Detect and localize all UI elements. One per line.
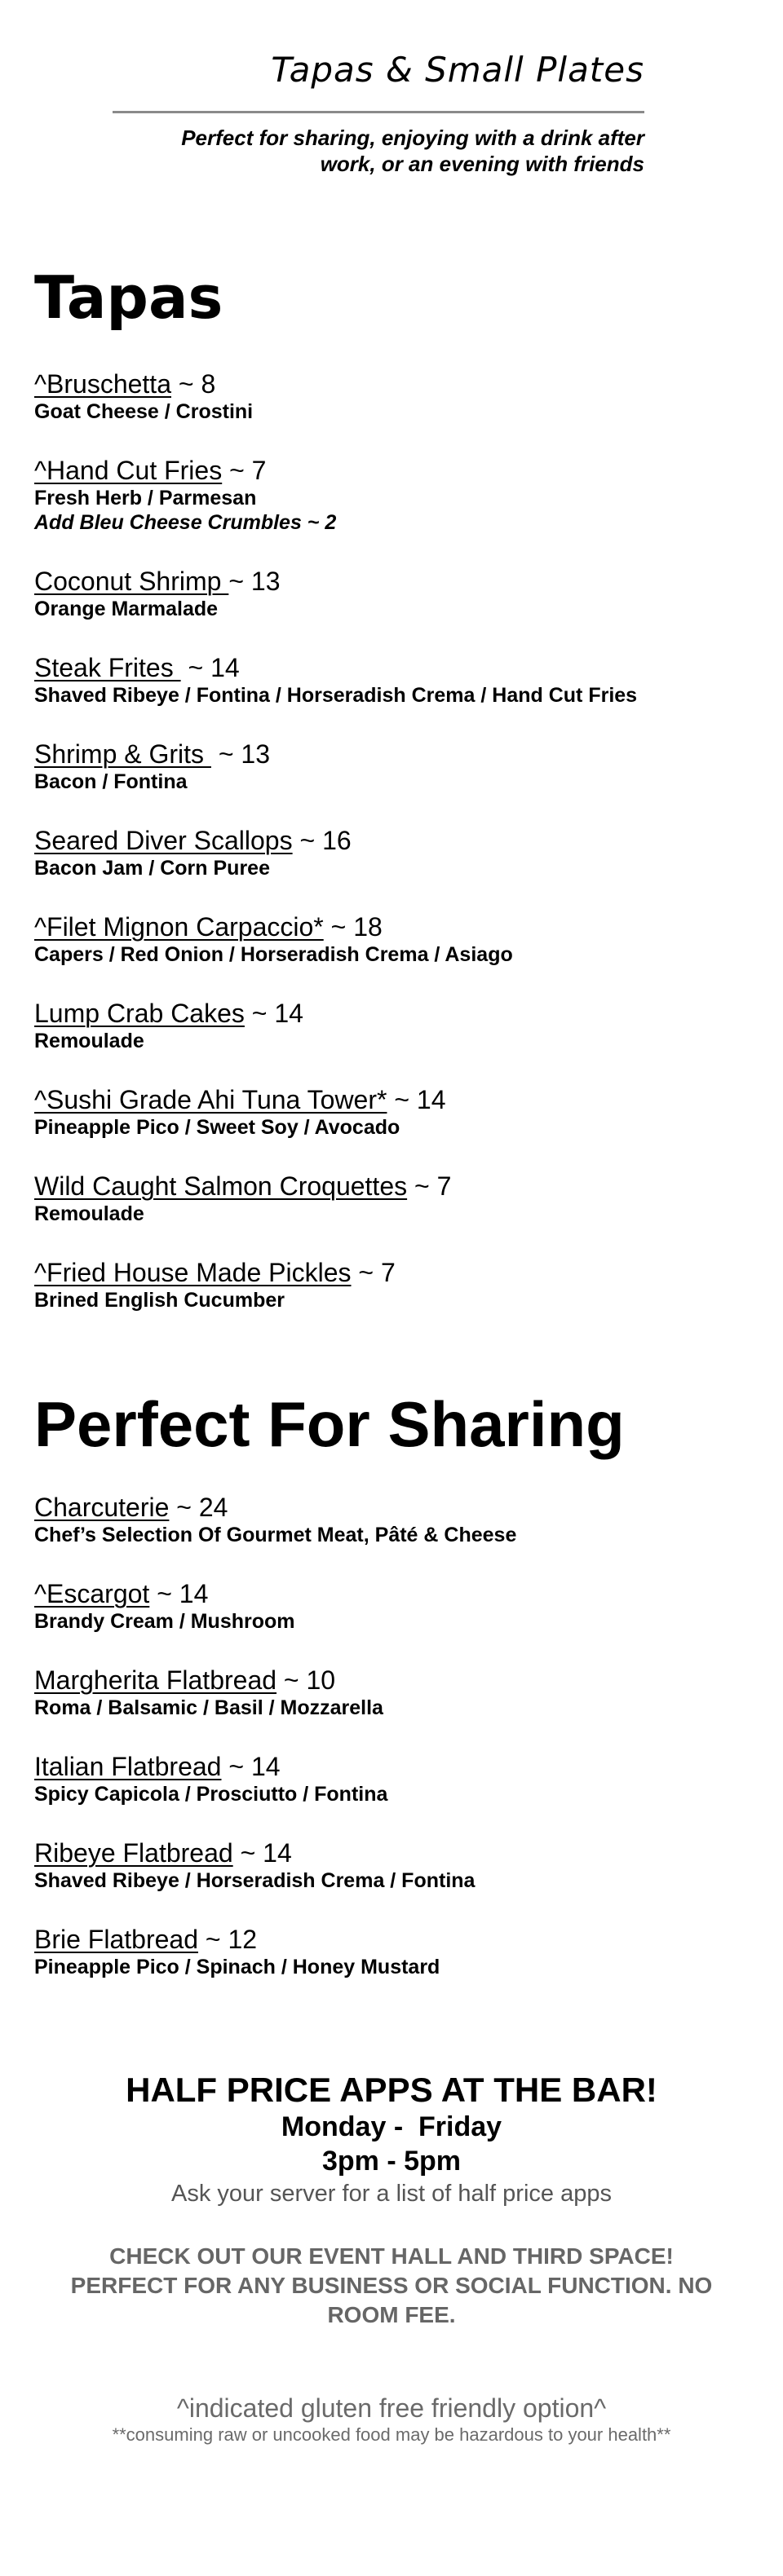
- item-name: Steak Frites: [34, 653, 181, 682]
- event-line-1: CHECK OUT OUR EVENT HALL AND THIRD SPACE!: [109, 2243, 674, 2269]
- item-name: Coconut Shrimp: [34, 567, 229, 596]
- item-name: ^Hand Cut Fries: [34, 456, 223, 485]
- item-description: Brined English Cucumber: [34, 1289, 285, 1312]
- item-name: ^Fried House Made Pickles: [34, 1258, 352, 1287]
- menu-item: [34, 368, 752, 455]
- item-description: Bacon Jam / Corn Puree: [34, 857, 270, 880]
- item-name: Lump Crab Cakes: [34, 999, 245, 1028]
- item-description: Pineapple Pico / Spinach / Honey Mustard: [34, 1956, 440, 1978]
- menu-item: [34, 1492, 752, 1578]
- menu-item: [34, 911, 752, 998]
- item-description: Spicy Capicola / Prosciutto / Fontina: [34, 1783, 388, 1806]
- gluten-free-note: ^indicated gluten free friendly option^: [176, 2393, 607, 2423]
- menu-item: [34, 1171, 752, 1257]
- event-hall-promo: [49, 2242, 734, 2330]
- item-name: Seared Diver Scallops: [34, 826, 293, 855]
- item-name: Shrimp & Grits: [34, 739, 211, 769]
- item-addon: Add Bleu Cheese Crumbles ~ 2: [34, 511, 337, 534]
- item-price: ~ 14: [180, 653, 240, 682]
- promo-headline: HALF PRICE APPS AT THE BAR!: [126, 2071, 657, 2109]
- item-price: ~ 7: [222, 456, 267, 485]
- item-price: ~ 14: [244, 999, 303, 1028]
- event-line-3: ROOM FEE.: [327, 2302, 456, 2327]
- item-name: ^Filet Mignon Carpaccio*: [34, 912, 324, 942]
- item-name: Brie Flatbread: [34, 1925, 198, 1954]
- item-price: ~ 14: [387, 1085, 446, 1114]
- item-price: ~ 7: [407, 1171, 452, 1201]
- menu-footer: [0, 2393, 783, 2446]
- item-name: Ribeye Flatbread: [34, 1838, 233, 1868]
- item-price: ~ 7: [351, 1258, 396, 1287]
- item-description: Fresh Herb / Parmesan: [34, 487, 257, 509]
- item-description: Remoulade: [34, 1030, 144, 1052]
- item-name: ^Sushi Grade Ahi Tuna Tower*: [34, 1085, 387, 1114]
- menu-item: [34, 1751, 752, 1837]
- promo-hours: 3pm - 5pm: [321, 2146, 462, 2177]
- item-description: Pineapple Pico / Sweet Soy / Avocado: [34, 1116, 400, 1139]
- item-price: ~ 10: [276, 1665, 336, 1695]
- menu-item: [34, 739, 752, 825]
- item-price: ~ 14: [149, 1579, 209, 1608]
- item-price: ~ 13: [210, 739, 270, 769]
- item-name: Italian Flatbread: [34, 1752, 222, 1781]
- item-description: Capers / Red Onion / Horseradish Crema / Asiago: [34, 943, 513, 966]
- item-description: Orange Marmalade: [34, 598, 219, 620]
- item-price: ~ 14: [232, 1838, 292, 1868]
- menu-item: [34, 998, 752, 1084]
- menu-title: Tapas & Small Plates: [271, 50, 644, 90]
- raw-food-warning: **consuming raw or uncooked food may be hazardous to your health**: [112, 2424, 671, 2445]
- item-name: ^Escargot: [34, 1579, 150, 1608]
- item-name: Charcuterie: [34, 1493, 170, 1522]
- sharing-list: [34, 1492, 752, 2010]
- menu-item: [34, 1578, 752, 1665]
- item-description: Chef’s Selection Of Gourmet Meat, Pâté & Cheese: [34, 1524, 517, 1546]
- item-price: ~ 16: [292, 826, 352, 855]
- item-price: ~ 8: [170, 369, 216, 399]
- item-price: ~ 18: [323, 912, 383, 942]
- section-title-sharing: Perfect For Sharing: [34, 1388, 625, 1460]
- menu-tagline: [113, 125, 644, 177]
- menu-item: [34, 825, 752, 911]
- menu-item: [34, 1665, 752, 1751]
- menu-item: [34, 1924, 752, 2010]
- item-description: Brandy Cream / Mushroom: [34, 1610, 295, 1633]
- item-description: Shaved Ribeye / Fontina / Horseradish Crema / Hand Cut Fries: [34, 684, 638, 707]
- header-divider: [113, 111, 644, 113]
- item-price: ~ 14: [221, 1752, 281, 1781]
- section-title-tapas: Tapas: [34, 263, 223, 332]
- promo-days: Monday - Friday: [281, 2111, 502, 2142]
- item-price: ~ 12: [197, 1925, 258, 1954]
- menu-item: [34, 566, 752, 652]
- promo-note: Ask your server for a list of half price apps: [171, 2181, 612, 2207]
- item-price: ~ 24: [169, 1493, 228, 1522]
- event-line-2: PERFECT FOR ANY BUSINESS OR SOCIAL FUNCTION. NO: [70, 2273, 713, 2298]
- item-name: ^Bruschetta: [34, 369, 171, 399]
- item-name: Margherita Flatbread: [34, 1665, 277, 1695]
- item-description: Shaved Ribeye / Horseradish Crema / Fontina: [34, 1869, 476, 1892]
- tagline-line-2: work, or an evening with friends: [320, 152, 644, 176]
- menu-item: [34, 455, 752, 566]
- item-name: Wild Caught Salmon Croquettes: [34, 1171, 408, 1201]
- item-description: Goat Cheese / Crostini: [34, 400, 254, 423]
- item-description: Roma / Balsamic / Basil / Mozzarella: [34, 1696, 383, 1719]
- menu-item: [34, 1084, 752, 1171]
- menu-item: [34, 1837, 752, 1924]
- tapas-list: [34, 368, 752, 1343]
- item-price: ~ 13: [228, 567, 281, 596]
- half-price-promo: [0, 2071, 783, 2209]
- tagline-line-1: Perfect for sharing, enjoying with a drink after: [181, 126, 644, 150]
- item-description: Remoulade: [34, 1202, 144, 1225]
- item-description: Bacon / Fontina: [34, 770, 188, 793]
- menu-header: [113, 49, 644, 177]
- menu-item: [34, 1257, 752, 1343]
- menu-item: [34, 652, 752, 739]
